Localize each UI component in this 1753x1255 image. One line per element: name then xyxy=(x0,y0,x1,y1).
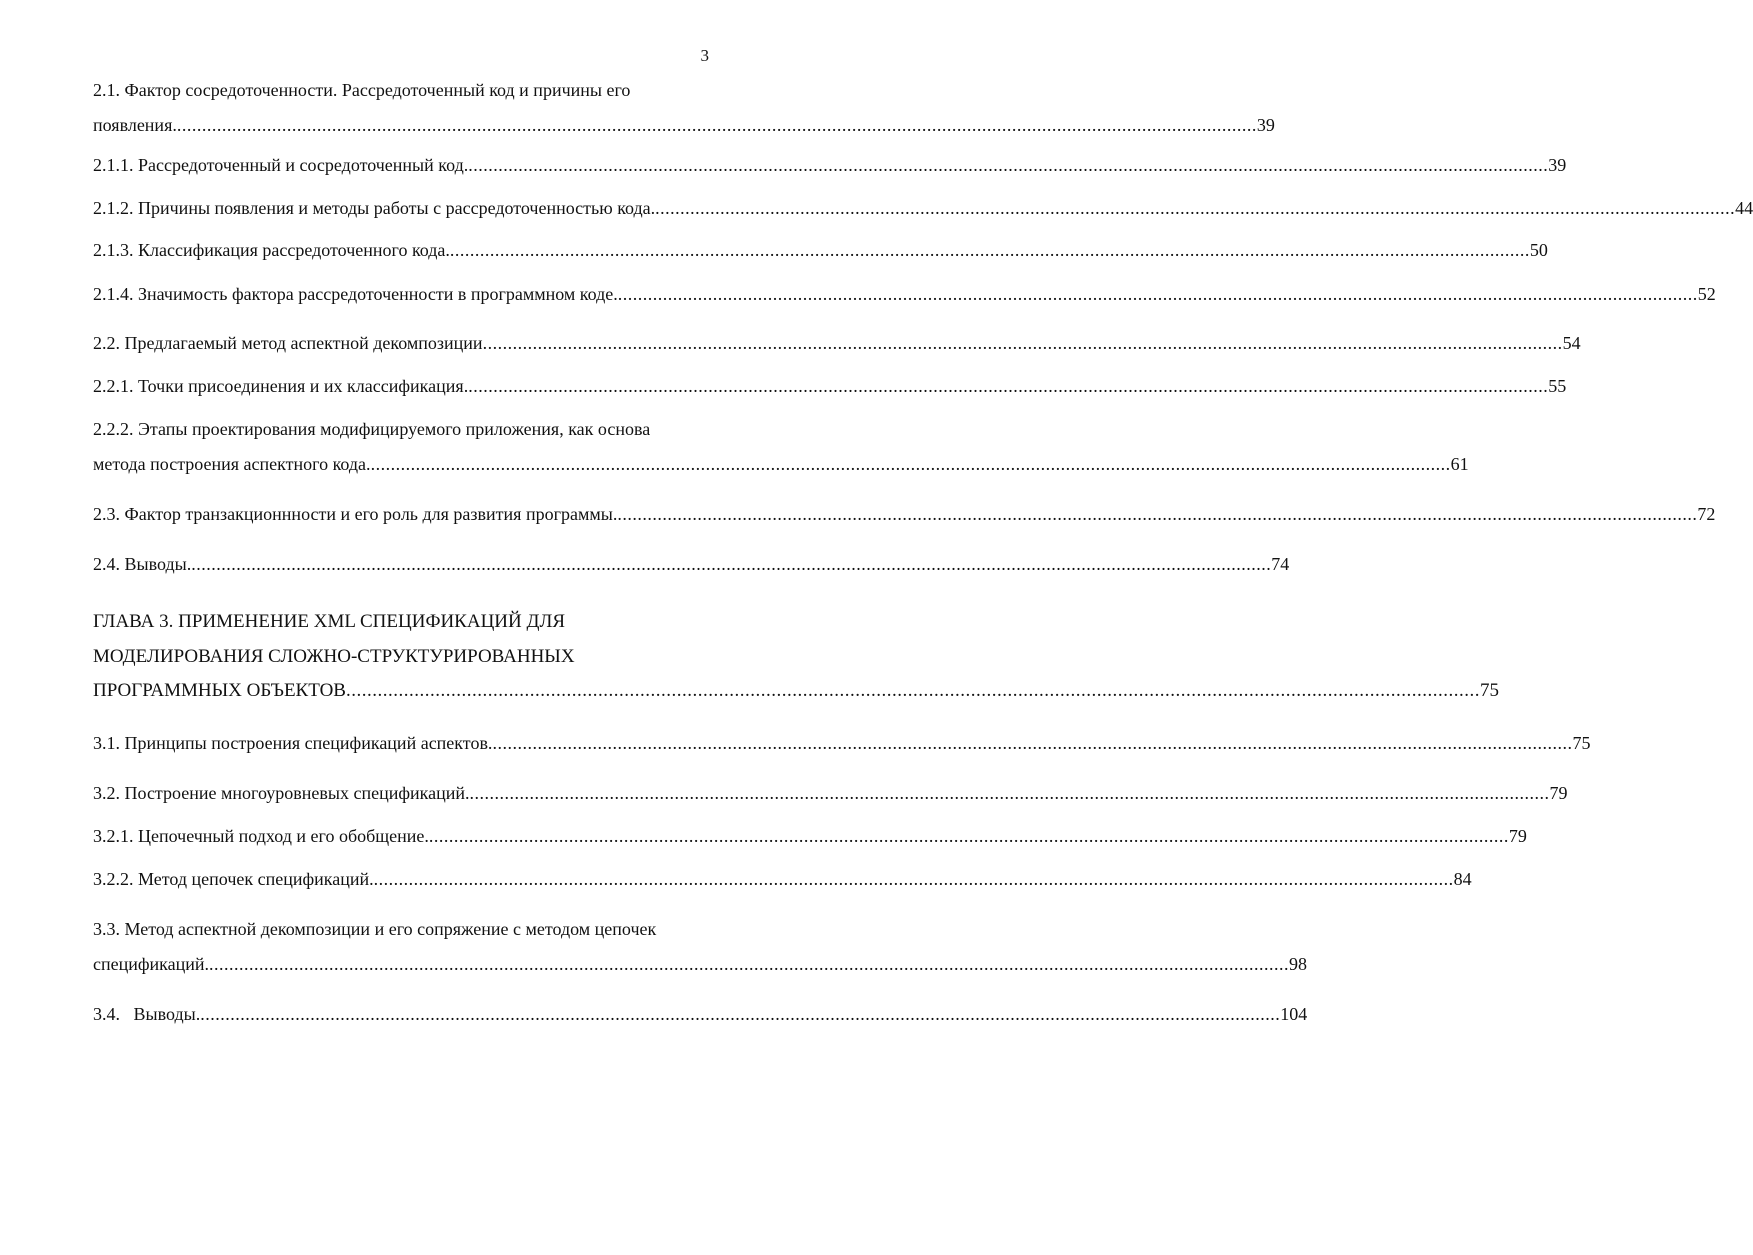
toc-page-number: 55 xyxy=(1548,376,1567,396)
toc-entry-3-2-2[interactable] xyxy=(93,867,1472,891)
toc-entry-text: 3.4. Выводы. xyxy=(93,1004,201,1024)
toc-page-number: 39 xyxy=(1256,115,1275,135)
toc-entry-2-1-4[interactable] xyxy=(93,282,1716,306)
toc-entry-3-2[interactable] xyxy=(93,781,1568,805)
toc-page-number: 50 xyxy=(1529,240,1548,260)
toc-entry-text: 2.1.2. Причины появления и методы работы с рассредоточенностью кода. xyxy=(93,198,656,218)
toc-entry-text: 2.1.3. Классификация рассредоточенного кода. xyxy=(93,240,450,260)
toc-entry-text: 3.2. Построение многоуровневых спецификаций. xyxy=(93,783,470,803)
toc-entry-2-1-3[interactable] xyxy=(93,238,1548,262)
toc-entry-2-2-2-line2[interactable] xyxy=(93,452,1469,476)
dot-leader: ........................................................................................................................................................................................................................ xyxy=(370,454,1451,474)
dot-leader: ........................................................................................................................................................................................................................ xyxy=(191,554,1272,574)
toc-entry-text: 2.1.4. Значимость фактора рассредоточенности в программном коде. xyxy=(93,284,618,304)
toc-page-number: 74 xyxy=(1271,554,1290,574)
toc-entry-text: 3.2.1. Цепочечный подход и его обобщение. xyxy=(93,826,429,846)
toc-entry-2-1-line1 xyxy=(93,78,711,102)
toc-entry-2-1-2[interactable] xyxy=(93,196,1753,220)
dot-leader: ........................................................................................................................................................................................................................ xyxy=(200,1004,1281,1024)
dot-leader: ........................................................................................................................................................................................................................ xyxy=(617,284,1698,304)
toc-entry-3-3-line1 xyxy=(93,917,711,941)
dot-leader: ........................................................................................................................................................................................................................ xyxy=(345,680,1480,701)
chapter-title: ПРОГРАММНЫХ ОБЪЕКТОВ xyxy=(93,680,346,701)
toc-page-number: 54 xyxy=(1562,333,1581,353)
toc-entry-text: 2.3. Фактор транзакционнности и его роль для развития программы. xyxy=(93,504,618,524)
toc-page-number: 84 xyxy=(1453,869,1472,889)
toc-entry-2-2[interactable] xyxy=(93,331,1581,355)
chapter-3-heading-line2 xyxy=(93,645,711,669)
dot-leader: ........................................................................................................................................................................................................................ xyxy=(209,954,1290,974)
dot-leader: ........................................................................................................................................................................................................................ xyxy=(373,869,1454,889)
dot-leader: ........................................................................................................................................................................................................................ xyxy=(469,783,1550,803)
dot-leader: ........................................................................................................................................................................................................................ xyxy=(655,198,1736,218)
toc-entry-text: 2.1.1. Рассредоточенный и сосредоточенный код. xyxy=(93,155,469,175)
toc-entry-text: 3.1. Принципы построения спецификаций аспектов. xyxy=(93,733,493,753)
toc-page-number: 79 xyxy=(1549,783,1568,803)
toc-page-number: 39 xyxy=(1548,155,1567,175)
toc-page-number: 52 xyxy=(1697,284,1716,304)
dot-leader: ........................................................................................................................................................................................................................ xyxy=(428,826,1509,846)
toc-entry-text: 3.2.2. Метод цепочек спецификаций. xyxy=(93,869,374,889)
toc-entry-text: 2.2.1. Точки присоединения и их классификация. xyxy=(93,376,469,396)
toc-entry-3-2-1[interactable] xyxy=(93,824,1527,848)
chapter-title: МОДЕЛИРОВАНИЯ СЛОЖНО-СТРУКТУРИРОВАННЫХ xyxy=(93,646,575,667)
toc-entry-text: 2.1. Фактор сосредоточенности. Рассредоточенный код и причины его xyxy=(93,80,631,100)
toc-entry-2-1-line2[interactable] xyxy=(93,113,1275,137)
dot-leader: ........................................................................................................................................................................................................................ xyxy=(176,115,1257,135)
toc-entry-3-4[interactable] xyxy=(93,1002,1308,1026)
toc-entry-text: метода построения аспектного кода. xyxy=(93,454,371,474)
toc-entry-text: появления. xyxy=(93,115,177,135)
toc-entry-2-4[interactable] xyxy=(93,552,1290,576)
toc-entry-2-1-1[interactable] xyxy=(93,153,1567,177)
chapter-title: ГЛАВА 3. ПРИМЕНЕНИЕ XML СПЕЦИФИКАЦИЙ ДЛЯ xyxy=(93,611,566,632)
dot-leader: ........................................................................................................................................................................................................................ xyxy=(482,333,1563,353)
toc-page-number: 61 xyxy=(1450,454,1469,474)
toc-page-number: 75 xyxy=(1479,680,1499,701)
dot-leader: ........................................................................................................................................................................................................................ xyxy=(468,376,1549,396)
dot-leader: ........................................................................................................................................................................................................................ xyxy=(468,155,1549,175)
toc-page-number: 72 xyxy=(1697,504,1716,524)
toc-entry-2-2-2-line1 xyxy=(93,417,711,441)
toc-entry-text: 2.4. Выводы. xyxy=(93,554,192,574)
toc-entry-3-3-line2[interactable] xyxy=(93,952,1308,976)
toc-entry-text: спецификаций. xyxy=(93,954,210,974)
chapter-3-heading-line3[interactable] xyxy=(93,679,1499,703)
toc-entry-2-2-1[interactable] xyxy=(93,374,1567,398)
dot-leader: ........................................................................................................................................................................................................................ xyxy=(617,504,1698,524)
toc-page-number: 98 xyxy=(1289,954,1308,974)
toc-entry-text: 2.2.2. Этапы проектирования модифицируемого приложения, как основа xyxy=(93,419,651,439)
chapter-3-heading-line1 xyxy=(93,610,711,634)
dot-leader: ........................................................................................................................................................................................................................ xyxy=(492,733,1573,753)
toc-page-number: 104 xyxy=(1280,1004,1308,1024)
toc-page-number: 44 xyxy=(1735,198,1753,218)
toc-page-number: 79 xyxy=(1508,826,1527,846)
toc-entry-text: 2.2. Предлагаемый метод аспектной декомпозиции xyxy=(93,333,483,353)
toc-entry-2-3[interactable] xyxy=(93,502,1716,526)
toc-page-number: 75 xyxy=(1572,733,1591,753)
dot-leader: ........................................................................................................................................................................................................................ xyxy=(449,240,1530,260)
toc-entry-text: 3.3. Метод аспектной декомпозиции и его сопряжение с методом цепочек xyxy=(93,919,657,939)
toc-entry-3-1[interactable] xyxy=(93,731,1591,755)
page-number: 3 xyxy=(700,46,709,65)
